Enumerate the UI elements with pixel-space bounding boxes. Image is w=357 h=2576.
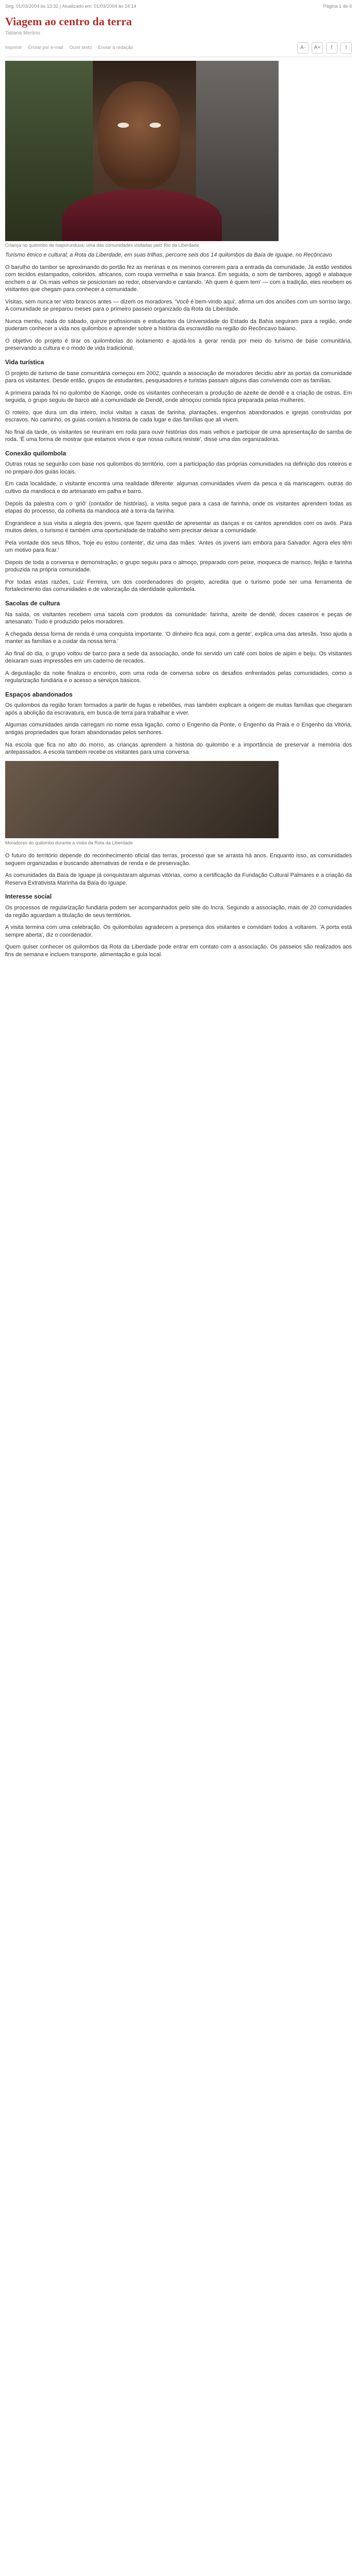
article-body: [5, 251, 352, 963]
paragraph: Nunca mentiu, nada do sábado, quinze profissionais e estudantes da Universidade do Estado da Bahia seguiram para a região, onde puderam conhecer a vida nos quilombos e aprender sobre a história da escravidão na região do Recôncavo baiano.: [5, 318, 352, 332]
article-author: Tatiana Merlino: [5, 30, 40, 36]
print-header-left: Seg, 01/03/2004 às 13:32 | Atualizado em: 01/03/2004 às 14:14: [5, 4, 137, 9]
section-heading: Conexão quilombola: [5, 449, 67, 457]
section-heading: Interesse social: [5, 893, 52, 901]
photo-shirt: [62, 190, 222, 241]
paragraph: O futuro do território depende do reconhecimento oficial das terras, processo que se arrasta há anos. Enquanto isso, as comunidades seguem organizadas e buscando alternativas de renda e de preservação.: [5, 853, 352, 867]
paragraph: Pela vontade dos seus filhos, 'hoje eu estou contente', diz uma das mães. 'Antes os jovens iam embora para Salvador. Agora eles têm um motivo para ficar.': [5, 539, 352, 554]
paragraph: Na saída, os visitantes recebem uma sacola com produtos da comunidade: farinha, azeite de dendê, doces caseiros e peças de artesanato. Tudo é produzido pelos moradores.: [5, 611, 352, 625]
paragraph: O objetivo do projeto é tirar os quilombolas do isolamento e ajudá-los a gerar renda por meio do turismo de base comunitária, preservando a cultura e o modo de vida tradicional.: [5, 337, 352, 352]
print-header-right: Página 1 de 4: [323, 4, 352, 9]
facebook-icon[interactable]: f: [326, 42, 337, 54]
paragraph: O barulho do tambor se aproximando do portão fez as meninas e os meninos correrem para a entrada da comunidade. Já estão vestidos com tecidos estampados, coloridos, africanos, com roupa vermelha e saia branca. Em seguida, o som de tambores, agogô e atabaque enchem o ar. Os mais velhos se posicionam ao redor, observando e cantando. 'Ah quem é quem tem' — com a tradição, eles recebem os visitantes que chegam para conhecer a comunidade.: [5, 264, 352, 293]
print-link[interactable]: Imprimir: [5, 45, 22, 50]
paragraph: Depois de toda a conversa e demonstração, o grupo seguiu para o almoço, preparado com peixe, moqueca de marisco, feijão e farinha produzida na própria comunidade.: [5, 559, 352, 573]
listen-link[interactable]: Ouvir texto: [69, 45, 92, 50]
inline-photo: [5, 761, 279, 838]
paragraph: O roteiro, que dura um dia inteiro, inclui visitas a casas de farinha, plantações, engenhos abandonados e igrejas construídas por escravos. No caminho, os guias contam a história de cada lugar e das famílias que ali vivem.: [5, 409, 352, 423]
article-title: Viagem ao centro da terra: [5, 15, 132, 28]
twitter-icon[interactable]: t: [340, 42, 352, 54]
send-to-editor-link[interactable]: Enviar à redação: [98, 45, 134, 50]
paragraph: As comunidades da Baía de Iguape já conquistaram algumas vitórias, como a certificação da Fundação Cultural Palmares e a criação da Reserva Extrativista Marinha da Baía do Iguape.: [5, 872, 352, 886]
email-link[interactable]: Enviar por e-mail: [28, 45, 63, 50]
section-heading: Espaços abandonados: [5, 690, 73, 698]
paragraph: A visita termina com uma celebração. Os quilombolas agradecem a presença dos visitantes e convidam todos a voltarem. 'A porta está sempre aberta', diz o coordenador.: [5, 924, 352, 938]
share-buttons: [297, 42, 352, 54]
section-heading: Vida turística: [5, 358, 44, 366]
paragraph: Na escola que fica no alto do morro, as crianças aprendem a história do quilombo e a importância de preservar a memória dos antepassados. A escola também recebe os visitantes para uma conversa.: [5, 741, 352, 756]
paragraph: No final da tarde, os visitantes se reuniram em roda para ouvir histórias dos mais velhos e participar de uma apresentação de samba de roda. 'É uma forma de mostrar que estamos vivos e que nossa cultura resiste', disse uma das organizadoras.: [5, 429, 352, 443]
photo-child-face: [98, 81, 181, 190]
paragraph: Quem quiser conhecer os quilombos da Rota da Liberdade pode entrar em contato com a associação. Os passeios são realizados aos fins de semana e incluem transporte, alimentação e guia local.: [5, 944, 352, 958]
paragraph: Por todas estas razões, Luiz Ferreira, um dos coordenadores do projeto, acredita que o turismo pode ser uma ferramenta de fortalecimento das comunidades e de valorização da identidade quilombola.: [5, 579, 352, 593]
inline-image-block: [5, 761, 352, 846]
print-header: [5, 3, 352, 10]
paragraph: A primeira parada foi no quilombo de Kaonge, onde os visitantes conheceram a produção de azeite de dendê e a criação de ostras. Em seguida, o grupo seguiu de barco até a comunidade de Dendê, onde almoçou comida típica preparada pelas mulheres.: [5, 389, 352, 404]
paragraph: Outras rotas se seguirão com base nos quilombos do território, com a participação das próprias comunidades na definição dos roteiros e no preparo dos guias locais.: [5, 461, 352, 475]
section-heading: Sacolas de cultura: [5, 599, 60, 607]
font-decrease-button[interactable]: A-: [297, 42, 309, 54]
paragraph: Ao final do dia, o grupo voltou de barco para a sede da associação, onde foi servido um café com bolos de aipim e beiju. Os visitantes deixaram suas impressões em um caderno de recados.: [5, 650, 352, 665]
article-lead: Turismo étnico e cultural; a Rota da Liberdade, em suas trilhas, percorre seis dos 14 quilombos da Baía de Iguape, no Recôncavo: [5, 252, 332, 258]
paragraph: A chegada dessa forma de renda é uma conquista importante. 'O dinheiro fica aqui, com a gente', explica uma das artesãs. 'Isso ajuda a manter as famílias e a cuidar da nossa terra.': [5, 631, 352, 645]
font-increase-button[interactable]: A+: [312, 42, 323, 54]
article-photo: [5, 61, 279, 241]
article-tools: [5, 44, 133, 51]
paragraph: Engrandece a sua visita a alegria dos jovens, que fazem questão de apresentar as danças e os cantos aprendidos com os avós. Para muitos deles, o turismo é também uma oportunidade de trabalho sem precisar deixar a comunidade.: [5, 520, 352, 534]
paragraph: O projeto de turismo de base comunitária começou em 2002, quando a associação de moradores decidiu abrir as portas da comunidade para os visitantes. Desde então, grupos de estudantes, pesquisadores e turistas passam alguns dias convivendo com as famílias.: [5, 370, 352, 384]
paragraph: Em cada localidade, o visitante encontra uma realidade diferente: algumas comunidades vivem da pesca e da mariscagem, outras do cultivo da mandioca e do artesanato em palha e barro.: [5, 481, 352, 495]
photo-eye-right: [150, 123, 161, 128]
paragraph: Os quilombos da região foram formados a partir de fugas e rebeliões, mas também explicam a origem de muitas famílias que chegaram após a abolição da escravatura, em busca de terra para trabalhar e viver.: [5, 702, 352, 716]
photo-eye-left: [118, 123, 129, 128]
inline-photo-caption: Moradores do quilombo durante a visita da Rota da Liberdade: [5, 840, 133, 845]
article-toolbar: [5, 39, 352, 57]
paragraph: Visitas, sem nunca ter visto brancos antes — dizem os moradores. 'Você é bem-vindo aqui', afirma um dos anciões com um sorriso largo. A comunidade se preparou meses para o primeiro passeio organizado da Rota da Liberdade.: [5, 298, 352, 313]
paragraph: Algumas comunidades ainda carregam no nome essa ligação, como o Engenho da Ponte, o Engenho da Praia e o Engenho da Vitória, antigas propriedades que foram abandonadas pelos senhores.: [5, 722, 352, 736]
paragraph: Os processos de regularização fundiária podem ser acompanhados pelo site do Incra. Segundo a associação, mais de 20 comunidades da região aguardam a titulação de seus territórios.: [5, 905, 352, 919]
paragraph: A degustação da noite finaliza o encontro, com uma roda de conversa sobre os desafios enfrentados pelas comunidades, como a regularização fundiária e o acesso a serviços básicos.: [5, 670, 352, 684]
photo-caption: Criança no quilombo de Ivaporunduva: uma das comunidades visitadas pelo Rio da Liberdade: [5, 243, 199, 248]
paragraph: Depois da palestra com o 'griô' (contador de histórias), a visita segue para a casa de farinha, onde os visitantes aprendem todas as etapas do processo, da colheita da mandioca até a torra da farinha.: [5, 500, 352, 515]
